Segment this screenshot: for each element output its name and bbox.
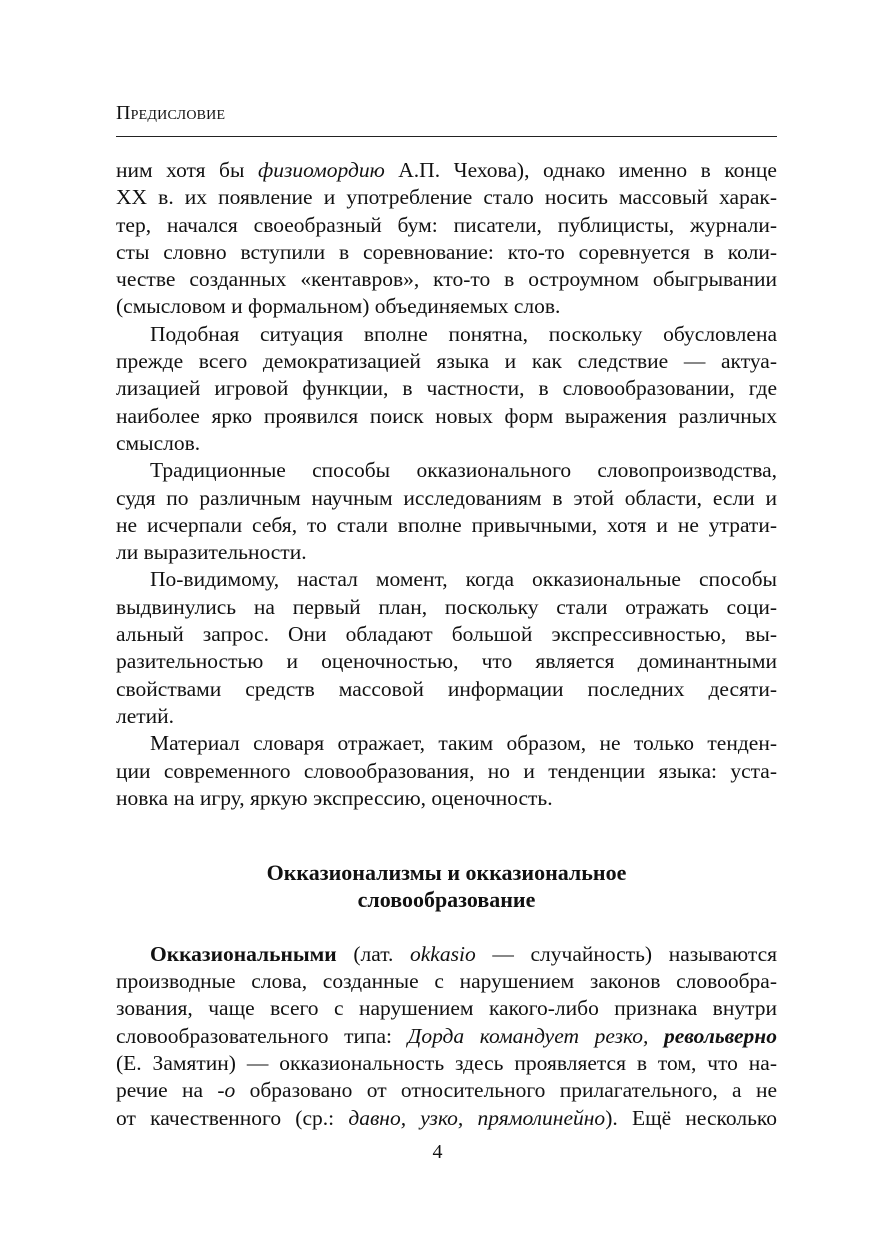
text-line: (Е. Замятин) — окказиональность здесь проявляется в том, что на- [116, 1050, 777, 1075]
text-line: альный запрос. Они обладают большой экспрессивностью, вы- [116, 622, 777, 647]
text-line: не исчерпали себя, то стали вполне привычными, хотя и не утрати- [116, 512, 777, 537]
running-head: Предисловие [116, 102, 226, 124]
italic-term: okkasio [410, 941, 476, 966]
text-line: новка на игру, яркую экспрессию, оценочность. [116, 785, 553, 810]
italic-example: давно, узко, прямолинейно [348, 1105, 606, 1130]
text-line: ции современного словообразования, но и тенденции языка: уста- [116, 758, 777, 783]
italic-example: Дорда командует резко, [407, 1023, 664, 1048]
text-line: честве созданных «кентавров», кто-то в остроумном обыгрывании [116, 267, 777, 292]
italic-term: физиомордию [257, 158, 385, 182]
text-line: зования, чаще всего с нарушением какого-либо признака внутри [116, 996, 777, 1021]
section-heading: Окказионализмы и окказиональное [266, 860, 627, 886]
text-line: летий. [116, 703, 175, 728]
text-line: разительностью и оценочностью, что является доминантными [116, 649, 777, 674]
section-spacer [116, 914, 777, 941]
text-line: прежде всего демократизацией языка и как следствие — актуа- [116, 349, 777, 374]
text-line: Материал словаря отражает, таким образом, не только тенден- [150, 731, 777, 756]
body-text [116, 157, 777, 1132]
text-line: тер, начался своеобразный бум: писатели, публицисты, журнали- [116, 212, 777, 237]
text-line: Окказиональными (лат. okkasio — случайность) называются [150, 941, 777, 966]
text-line: смыслов. [116, 430, 201, 455]
text-line: наиболее ярко проявился поиск новых форм выражения различных [116, 403, 777, 428]
section-heading: словообразование [357, 887, 536, 913]
bold-italic-example: револьверно [663, 1023, 777, 1048]
header-rule [116, 136, 777, 137]
text-line: судя по различным научным исследованиям в этой области, если и [116, 485, 777, 510]
text-line: ли выразительности. [116, 540, 307, 565]
bold-term: Окказиональными [150, 941, 337, 966]
text-line: Подобная ситуация вполне понятна, поскольку обусловлена [150, 321, 777, 346]
section-spacer [116, 812, 777, 859]
text-line: лизацией игровой функции, в частности, в словообразовании, где [116, 376, 777, 401]
text-line: свойствами средств массовой информации последних десяти- [116, 676, 777, 701]
text-line: речие на -о образовано от относительного прилагательного, а не [116, 1078, 777, 1103]
text-line: производные слова, созданные с нарушением законов словообра- [116, 969, 777, 994]
page-number: 4 [432, 1141, 443, 1163]
text-line: от качественного (ср.: давно, узко, прямолинейно). Ещё несколько [116, 1105, 777, 1130]
text-line: (смысловом и формальном) объединяемых слов. [116, 294, 561, 319]
text-line: сты словно вступили в соревнование: кто-то соревнуется в коли- [116, 239, 777, 264]
text-line: ним хотя бы физиомордию А.П. Чехова), однако именно в конце [116, 158, 777, 182]
text-line: Традиционные способы окказионального словопроизводства, [150, 458, 777, 483]
text-line: словообразовательного типа: Дорда командует резко, револьверно [116, 1023, 777, 1048]
text-line: XX в. их появление и употребление стало носить массовый харак- [116, 185, 777, 210]
text-line: По-видимому, настал момент, когда окказиональные способы [150, 567, 777, 592]
italic-suffix: -о [217, 1078, 236, 1103]
text-line: выдвинулись на первый план, поскольку стали отражать соци- [116, 594, 777, 619]
